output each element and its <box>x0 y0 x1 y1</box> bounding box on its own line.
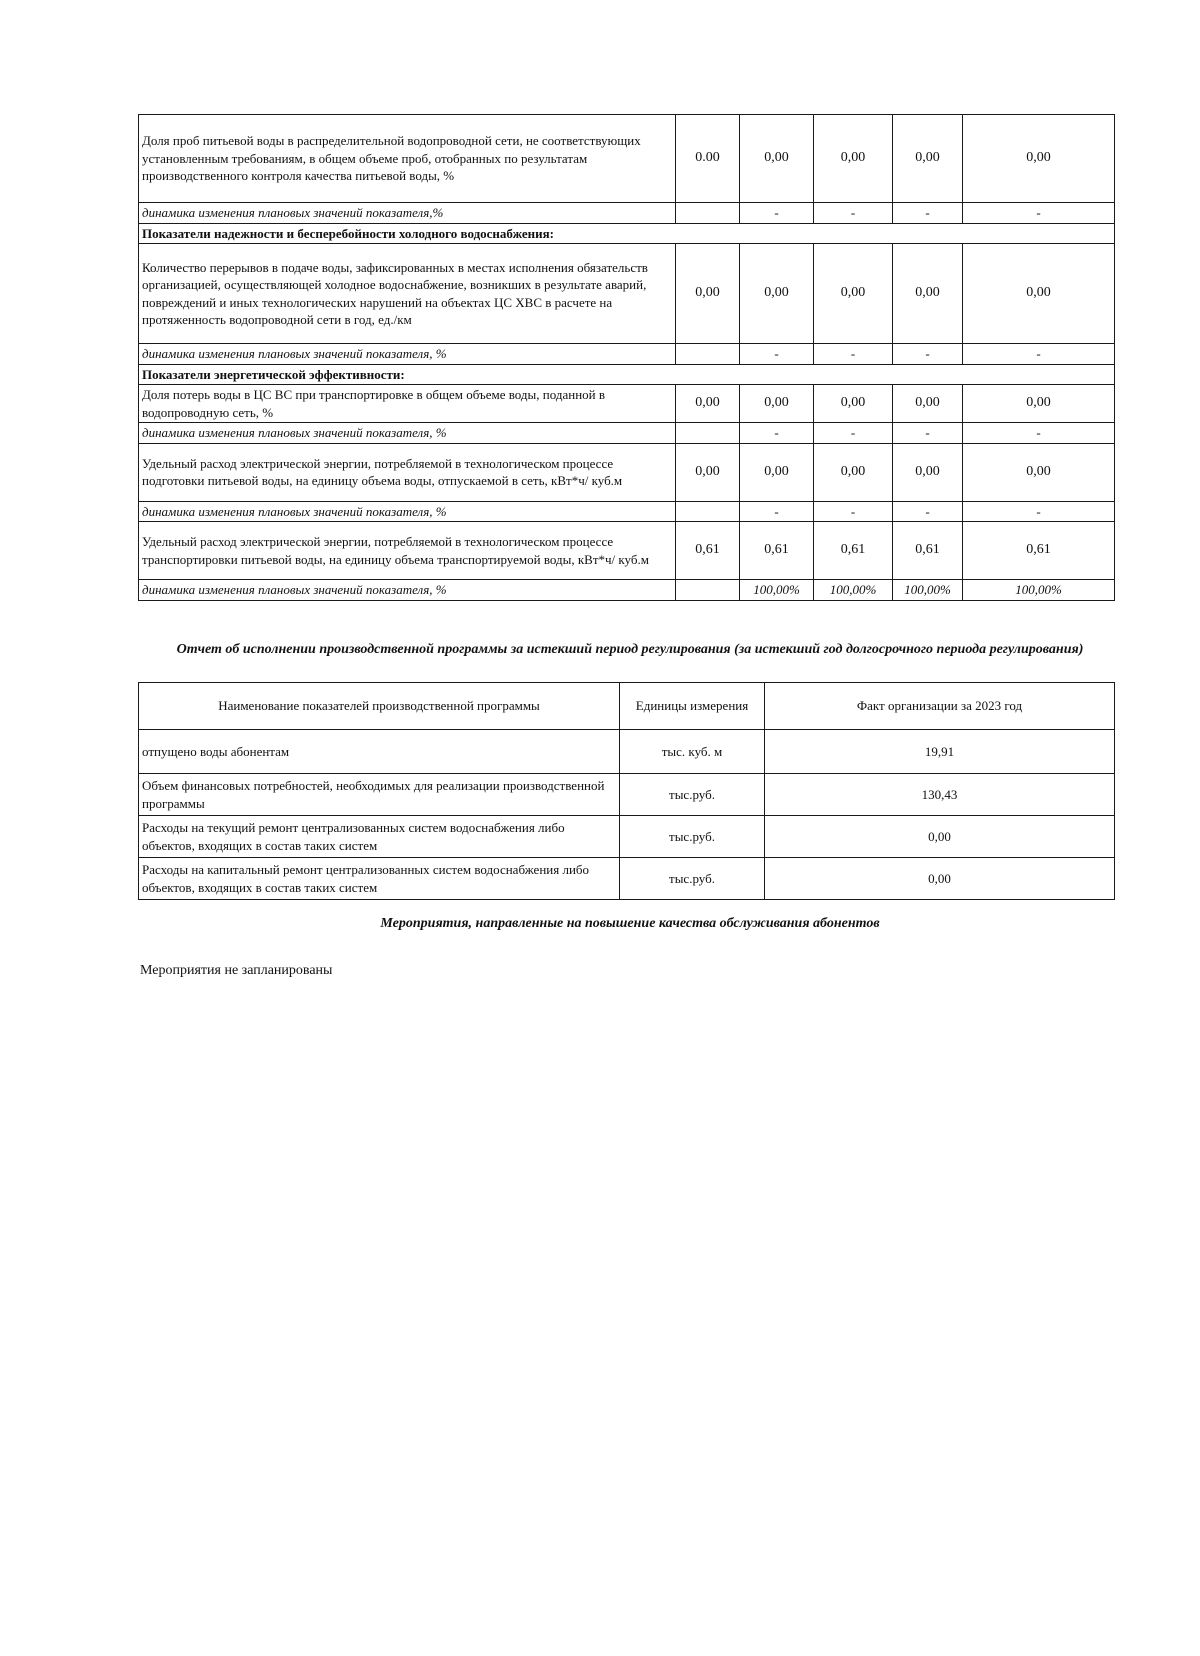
indicator-label: динамика изменения плановых значений показателя, % <box>139 344 676 365</box>
indicator-value: 0,00 <box>963 443 1115 501</box>
indicator-value: 0,00 <box>893 244 963 344</box>
indicator-row <box>139 385 1115 423</box>
indicator-value: 0,00 <box>814 115 893 203</box>
report-row-unit: тыс. куб. м <box>620 730 765 774</box>
indicator-value: 0,00 <box>963 385 1115 423</box>
report-row-name: Расходы на текущий ремонт централизованных систем водоснабжения либо объектов, входящих в состав таких систем <box>139 816 620 858</box>
indicator-value: 0,00 <box>893 115 963 203</box>
indicator-value: - <box>893 344 963 365</box>
indicator-value: - <box>740 203 814 224</box>
indicator-value: 0,00 <box>740 244 814 344</box>
indicator-value: 0,00 <box>814 385 893 423</box>
report-row <box>139 816 1115 858</box>
indicator-value: - <box>814 423 893 444</box>
indicator-label: динамика изменения плановых значений показателя,% <box>139 203 676 224</box>
indicator-value: - <box>963 423 1115 444</box>
dynamics-row <box>139 580 1115 601</box>
report-row-name: Объем финансовых потребностей, необходимых для реализации производственной программы <box>139 774 620 816</box>
section-header-row <box>139 364 1115 385</box>
indicator-value: 0,00 <box>814 443 893 501</box>
indicator-label: Количество перерывов в подаче воды, зафиксированных в местах исполнения обязательств организацией, осуществляющей холодное водоснабжение, возникших в результате аварий, повреждений и иных технологических нарушений на объектах ЦС ХВС в расчете на протяженность водопроводной сети в год, ед./км <box>139 244 676 344</box>
report-header-unit: Единицы измерения <box>620 683 765 730</box>
indicator-value: 0,00 <box>963 115 1115 203</box>
dynamics-row <box>139 501 1115 522</box>
indicators-table-body <box>139 115 1115 601</box>
indicator-value: 0,61 <box>814 522 893 580</box>
section-title: Показатели энергетической эффективности: <box>139 364 1115 385</box>
dynamics-row <box>139 203 1115 224</box>
report-header-fact: Факт организации за 2023 год <box>765 683 1115 730</box>
indicator-value: 0,00 <box>814 244 893 344</box>
report-row-value: 130,43 <box>765 774 1115 816</box>
indicator-value: - <box>814 344 893 365</box>
section-title: Показатели надежности и бесперебойности холодного водоснабжения: <box>139 223 1115 244</box>
report-header-row <box>139 683 1115 730</box>
indicator-label: динамика изменения плановых значений показателя, % <box>139 580 676 601</box>
indicator-label: Удельный расход электрической энергии, потребляемой в технологическом процессе подготовки питьевой воды, на единицу объема воды, отпускаемой в сеть, кВт*ч/ куб.м <box>139 443 676 501</box>
indicator-value: - <box>740 344 814 365</box>
indicator-value: - <box>814 203 893 224</box>
indicator-value: 100,00% <box>740 580 814 601</box>
indicator-value: 0,61 <box>676 522 740 580</box>
indicator-value: 0,00 <box>893 385 963 423</box>
report-title: Отчет об исполнении производственной программы за истекший период регулирования (за истекший год долгосрочного периода регулирования) <box>176 642 1084 657</box>
indicator-value: - <box>740 501 814 522</box>
indicator-label: динамика изменения плановых значений показателя, % <box>139 423 676 444</box>
indicator-value: - <box>963 501 1115 522</box>
indicator-row <box>139 443 1115 501</box>
indicator-value: 0,00 <box>893 443 963 501</box>
indicator-row <box>139 115 1115 203</box>
indicator-row <box>139 522 1115 580</box>
dynamics-row <box>139 344 1115 365</box>
report-row-unit: тыс.руб. <box>620 858 765 900</box>
indicator-value <box>676 580 740 601</box>
section-header-row <box>139 223 1115 244</box>
indicator-value <box>676 203 740 224</box>
indicator-value: 100,00% <box>814 580 893 601</box>
indicator-value: 0,00 <box>676 443 740 501</box>
indicator-value <box>676 344 740 365</box>
indicator-value <box>676 501 740 522</box>
indicator-value: 0,61 <box>893 522 963 580</box>
report-table <box>138 682 1115 900</box>
indicator-value: - <box>893 203 963 224</box>
indicator-label: динамика изменения плановых значений показателя, % <box>139 501 676 522</box>
indicator-value: 0,00 <box>740 443 814 501</box>
indicator-value: 100,00% <box>963 580 1115 601</box>
indicator-value: - <box>963 203 1115 224</box>
report-row-value: 0,00 <box>765 858 1115 900</box>
indicator-label: Удельный расход электрической энергии, потребляемой в технологическом процессе транспортировки питьевой воды, на единицу объема транспортируемой воды, кВт*ч/ куб.м <box>139 522 676 580</box>
report-row-value: 0,00 <box>765 816 1115 858</box>
report-row-name: Расходы на капитальный ремонт централизованных систем водоснабжения либо объектов, входящих в состав таких систем <box>139 858 620 900</box>
indicator-value: 0,00 <box>740 115 814 203</box>
report-row <box>139 774 1115 816</box>
indicator-label: Доля потерь воды в ЦС ВС при транспортировке в общем объеме воды, поданной в водопроводную сеть, % <box>139 385 676 423</box>
indicator-row <box>139 244 1115 344</box>
indicators-table <box>138 114 1115 601</box>
indicator-value: 0,00 <box>740 385 814 423</box>
report-row-unit: тыс.руб. <box>620 816 765 858</box>
indicator-value: 0,00 <box>963 244 1115 344</box>
dynamics-row <box>139 423 1115 444</box>
indicator-value: 0.00 <box>676 115 740 203</box>
indicator-value: - <box>740 423 814 444</box>
report-row <box>139 858 1115 900</box>
events-text: Мероприятия не запланированы <box>140 963 333 978</box>
report-row <box>139 730 1115 774</box>
report-row-name: отпущено воды абонентам <box>139 730 620 774</box>
indicator-value <box>676 423 740 444</box>
indicator-value: 100,00% <box>893 580 963 601</box>
indicator-value: 0,00 <box>676 385 740 423</box>
indicator-value: 0,61 <box>740 522 814 580</box>
events-title: Мероприятия, направленные на повышение качества обслуживания абонентов <box>380 916 880 931</box>
report-row-value: 19,91 <box>765 730 1115 774</box>
indicator-value: 0,61 <box>963 522 1115 580</box>
report-header-name: Наименование показателей производственной программы <box>139 683 620 730</box>
report-row-unit: тыс.руб. <box>620 774 765 816</box>
indicator-value: - <box>963 344 1115 365</box>
indicator-value: - <box>893 423 963 444</box>
indicator-value: - <box>893 501 963 522</box>
indicator-value: - <box>814 501 893 522</box>
indicator-value: 0,00 <box>676 244 740 344</box>
indicator-label: Доля проб питьевой воды в распределительной водопроводной сети, не соответствующих установленным требованиям, в общем объеме проб, отобранных по результатам производственного контроля качества питьевой воды, % <box>139 115 676 203</box>
